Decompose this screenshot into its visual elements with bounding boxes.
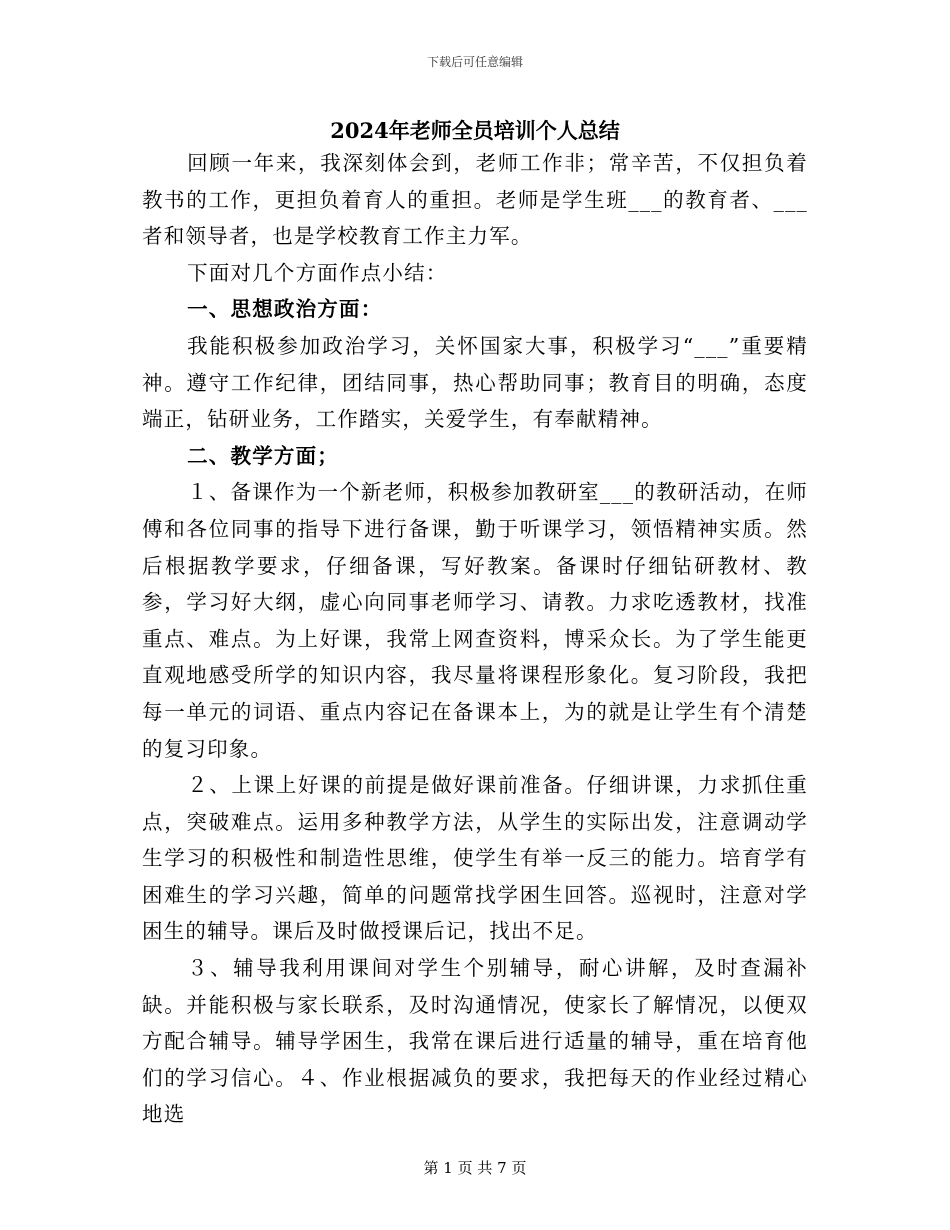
paragraph-lesson-prep: １、备课作为一个新老师，积极参加教研室___的教研活动，在师傅和各位同事的指导下进行备课，勤于听课学习，领悟精神实质。然后根据教学要求，仔细备课，写好教案。备课时仔细钻研教材、教参，学习好大纲，虚心向同事老师学习、请教。力求吃透教材，找准重点、难点。为上好课，我常上网查资料，博采众长。为了学生能更直观地感受所学的知识内容，我尽量将课程形象化。复习阶段，我把每一单元的词语、重点内容记在备课本上，为的就是让学生有个清楚的复习印象。 — [142, 480, 808, 761]
header-note: 下载后可任意编辑 — [426, 55, 523, 69]
paragraph-tutoring: ３、辅导我利用课间对学生个别辅导，耐心讲解，及时查漏补缺。并能积极与家长联系，及时沟通情况，使家长了解情况，以便双方配合辅导。辅导学困生，我常在课后进行适量的辅导，重在培育他们的学习信心。４、作业根据减负的要求，我把每天的作业经过精心地选 — [142, 956, 808, 1127]
section-heading-teaching: 二、教学方面； — [187, 443, 339, 468]
paragraph-intro: 回顾一年来，我深刻体会到，老师工作非；常辛苦，不仅担负着教书的工作，更担负着育人的重担。老师是学生班___的教育者、___者和领导者，也是学校教育工作主力军。 — [142, 151, 808, 249]
document-body — [142, 145, 808, 1133]
paragraph-classes: ２、上课上好课的前提是做好课前准备。仔细讲课，力求抓住重点，突破难点。运用多种教学方法，从学生的实际出发，注意调动学生学习的积极性和制造性思维，使学生有举一反三的能力。培育学有困难生的学习兴趣，简单的问题常找学困生回答。巡视时，注意对学困生的辅导。课后及时做授课后记，找出不足。 — [142, 773, 808, 944]
page-number: 第 1 页 共 7 页 — [423, 1159, 527, 1177]
paragraph-ideology: 我能积极参加政治学习，关怀国家大事，积极学习“___”重要精神。遵守工作纪律，团结同事，热心帮助同事；教育目的明确，态度端正，钻研业务，工作踏实，关爱学生，有奉献精神。 — [142, 333, 808, 432]
paragraph-summary-lead: 下面对几个方面作点小结： — [187, 260, 448, 285]
document-title: 2024年老师全员培训个人总结 — [330, 118, 620, 143]
section-heading-ideology: 一、思想政治方面： — [187, 297, 383, 322]
